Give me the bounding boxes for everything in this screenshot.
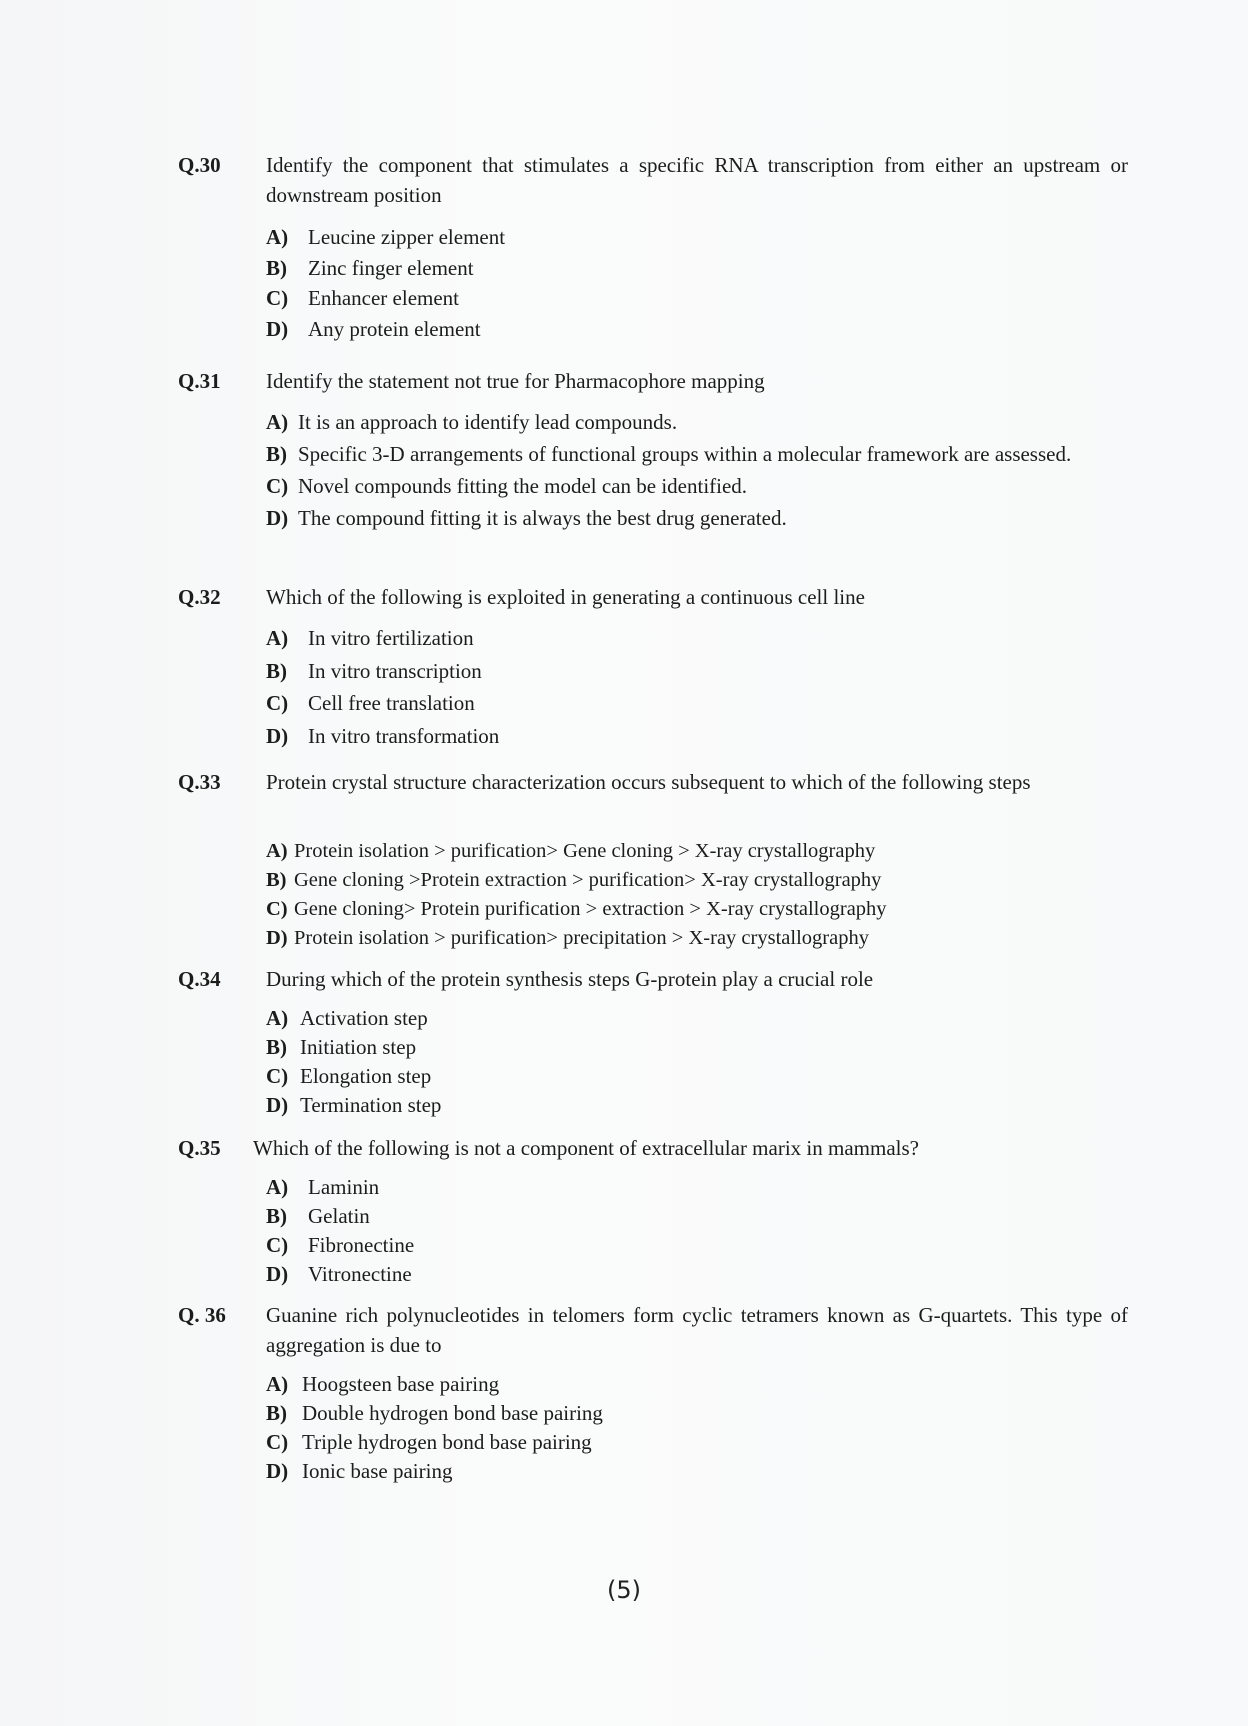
- question-36: [178, 1300, 1128, 1500]
- option-text: Activation step: [300, 1006, 428, 1030]
- option-text: Protein isolation > purification> precipitation > X-ray crystallography: [294, 927, 869, 949]
- option-letter: A): [266, 225, 289, 249]
- question-number: Q.31: [178, 369, 221, 393]
- option-a: [266, 406, 1136, 438]
- option-text: Double hydrogen bond base pairing: [302, 1401, 603, 1425]
- option-text: Initiation step: [300, 1035, 417, 1059]
- option-letter: A): [266, 1006, 289, 1030]
- option-letter: A): [266, 1372, 289, 1396]
- question-30: [178, 150, 1128, 350]
- option-c: [266, 283, 1136, 314]
- question-number: Q.35: [178, 1136, 221, 1160]
- option-a: [266, 1004, 1136, 1033]
- option-a: [266, 622, 1136, 655]
- option-letter: B): [266, 255, 287, 280]
- option-a: [266, 837, 1136, 866]
- option-text: In vitro fertilization: [308, 626, 474, 650]
- option-b: [266, 866, 1136, 895]
- option-letter: A): [266, 840, 288, 862]
- option-letter: D): [266, 506, 289, 530]
- option-letter: B): [266, 869, 287, 891]
- question-31: [178, 366, 1128, 566]
- option-letter: C): [266, 898, 288, 920]
- question-32: [178, 582, 1128, 752]
- option-b: [266, 655, 1136, 688]
- question-number: Q.33: [178, 770, 221, 794]
- option-d: [266, 1457, 1136, 1486]
- option-text: Specific 3-D arrangements of functional groups within a molecular framework are assessed.: [298, 442, 1072, 466]
- question-33: [178, 767, 1128, 957]
- option-list: [266, 622, 1136, 752]
- option-text: Vitronectine: [308, 1262, 412, 1286]
- option-letter: D): [266, 316, 289, 341]
- option-text: Novel compounds fitting the model can be identified.: [298, 474, 748, 498]
- option-list: [266, 1004, 1136, 1120]
- option-d: [266, 502, 1136, 534]
- option-c: [266, 470, 1136, 502]
- option-text: Protein isolation > purification> Gene cloning > X-ray crystallography: [294, 840, 876, 862]
- question-number: Q.34: [178, 967, 221, 991]
- option-letter: D): [266, 927, 288, 949]
- option-text: Termination step: [300, 1093, 442, 1117]
- question-text: Identify the statement not true for Pharmacophore mapping: [266, 369, 765, 393]
- option-letter: C): [266, 691, 289, 715]
- option-c: [266, 1428, 1136, 1457]
- option-c: [266, 1062, 1136, 1091]
- option-c: [266, 687, 1136, 720]
- question-number: Q. 36: [178, 1303, 226, 1327]
- option-d: [266, 314, 1136, 345]
- question-number: Q.30: [178, 153, 221, 177]
- option-letter: B): [266, 658, 287, 683]
- option-letter: C): [266, 1064, 289, 1088]
- option-letter: C): [266, 474, 289, 498]
- option-text: Gelatin: [308, 1204, 370, 1228]
- option-letter: C): [266, 1430, 289, 1454]
- option-text: Elongation step: [300, 1064, 432, 1088]
- option-text: It is an approach to identify lead compounds.: [298, 410, 678, 434]
- question-text: Which of the following is exploited in generating a continuous cell line: [266, 585, 865, 609]
- option-letter: C): [266, 1233, 289, 1257]
- question-text: Guanine rich polynucleotides in telomers form cyclic tetramers known as G-quartets. This type of aggregation is due to: [266, 1303, 1128, 1357]
- option-d: [266, 924, 1136, 953]
- option-list: [266, 1370, 1136, 1486]
- option-letter: C): [266, 286, 289, 310]
- option-c: [266, 895, 1136, 924]
- option-text: In vitro transformation: [308, 723, 500, 748]
- question-text: Protein crystal structure characterization occurs subsequent to which of the following steps: [266, 770, 1031, 794]
- question-text: Which of the following is not a component of extracellular marix in mammals?: [253, 1136, 919, 1160]
- question-35: [178, 1133, 1128, 1293]
- option-d: [266, 1091, 1136, 1120]
- option-text: Triple hydrogen bond base pairing: [302, 1430, 592, 1454]
- option-letter: B): [266, 1204, 287, 1228]
- option-a: [266, 1173, 1136, 1202]
- option-letter: A): [266, 1175, 289, 1199]
- option-text: The compound fitting it is always the best drug generated.: [298, 506, 787, 530]
- option-list: [266, 837, 1136, 953]
- option-text: Leucine zipper element: [308, 225, 506, 249]
- option-letter: A): [266, 626, 289, 650]
- option-letter: B): [266, 442, 287, 466]
- page-number: (5): [607, 1576, 641, 1604]
- option-text: Fibronectine: [308, 1233, 415, 1257]
- option-b: [266, 1202, 1136, 1231]
- option-letter: B): [266, 1035, 287, 1059]
- option-letter: D): [266, 1262, 289, 1286]
- option-text: Zinc finger element: [308, 255, 474, 280]
- question-number: Q.32: [178, 585, 221, 609]
- option-text: Enhancer element: [308, 286, 459, 310]
- option-text: Hoogsteen base pairing: [302, 1372, 500, 1396]
- question-text: Identify the component that stimulates a specific RNA transcription from either an upstream or downstream position: [266, 153, 1128, 207]
- question-34: [178, 964, 1128, 1124]
- option-list: [266, 1173, 1136, 1289]
- option-b: [266, 438, 1136, 470]
- option-text: In vitro transcription: [308, 658, 482, 683]
- option-text: Ionic base pairing: [302, 1459, 453, 1483]
- option-c: [266, 1231, 1136, 1260]
- option-text: Gene cloning >Protein extraction > purification> X-ray crystallography: [294, 869, 882, 891]
- option-a: [266, 1370, 1136, 1399]
- option-letter: B): [266, 1401, 287, 1425]
- option-text: Cell free translation: [308, 691, 475, 715]
- option-list: [266, 406, 1136, 534]
- option-b: [266, 253, 1136, 284]
- option-letter: A): [266, 410, 289, 434]
- option-d: [266, 720, 1136, 753]
- option-letter: D): [266, 1459, 289, 1483]
- option-letter: D): [266, 723, 289, 748]
- option-letter: D): [266, 1093, 289, 1117]
- option-text: Gene cloning> Protein purification > extraction > X-ray crystallography: [294, 898, 887, 920]
- option-b: [266, 1033, 1136, 1062]
- option-d: [266, 1260, 1136, 1289]
- option-b: [266, 1399, 1136, 1428]
- option-a: [266, 222, 1136, 253]
- option-list: [266, 222, 1136, 344]
- question-text: During which of the protein synthesis steps G-protein play a crucial role: [266, 967, 874, 991]
- option-text: Laminin: [308, 1175, 380, 1199]
- option-text: Any protein element: [308, 316, 481, 341]
